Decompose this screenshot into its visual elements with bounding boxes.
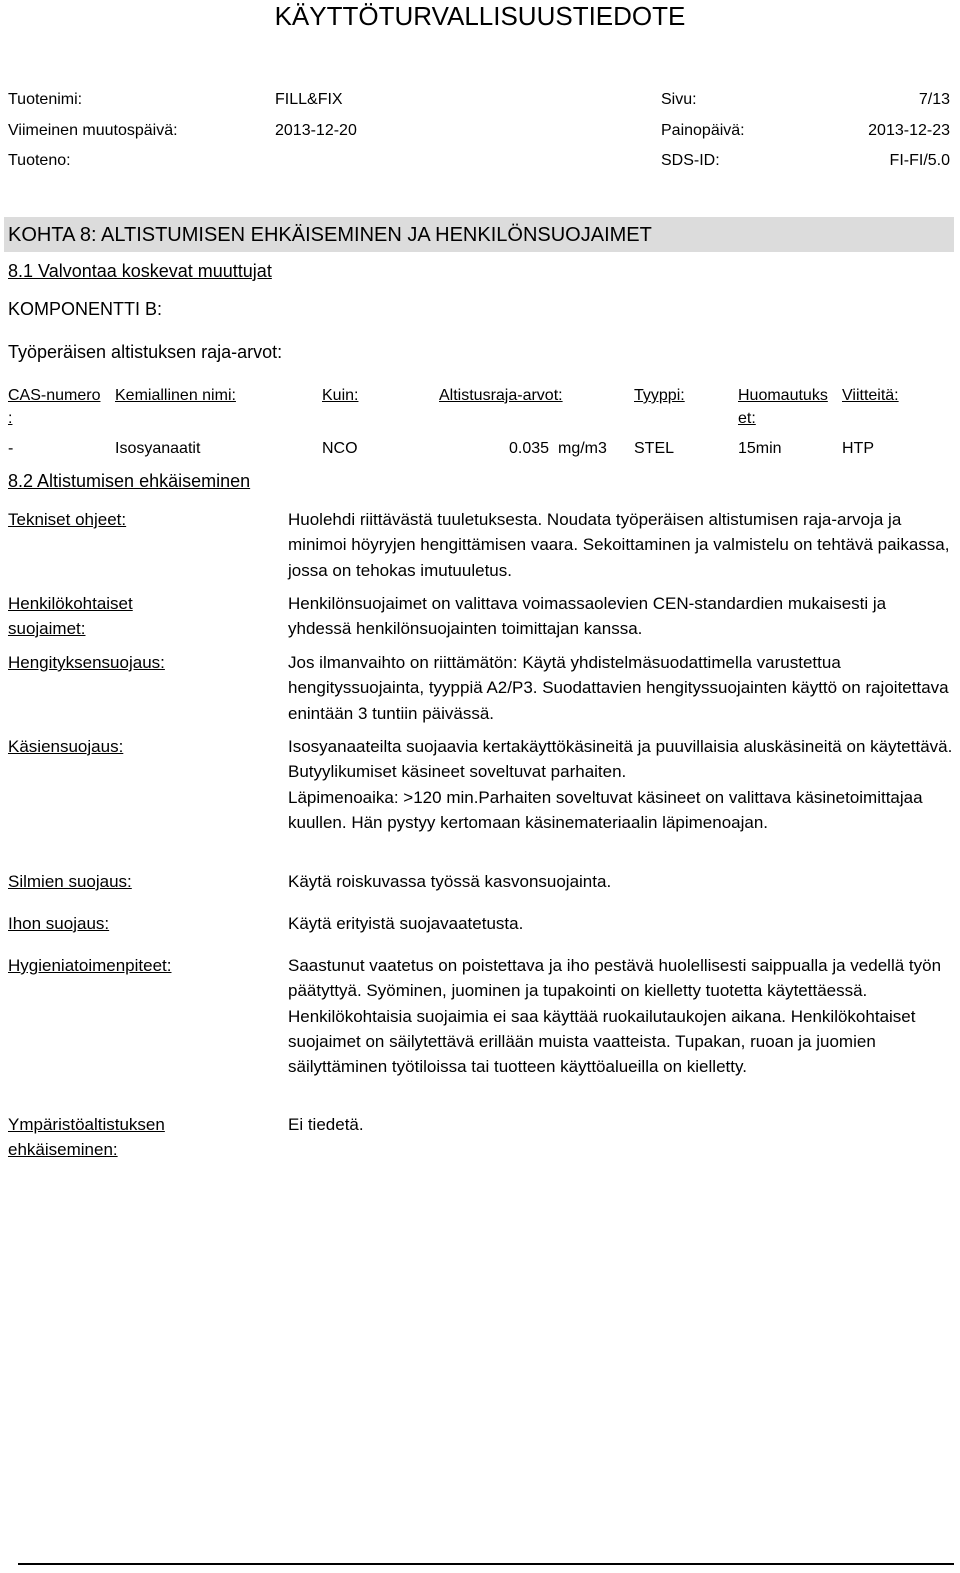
sds-id-label: SDS-ID:	[661, 152, 720, 169]
skin-protection-label: Ihon suojaus:	[8, 914, 110, 933]
sds-id-value: FI-FI/5.0	[889, 152, 950, 169]
revision-date-label: Viimeinen muutospäivä:	[8, 122, 178, 139]
footer-rule	[18, 1563, 954, 1565]
th-remarks-line1: Huomautuks	[738, 387, 828, 404]
print-date-label: Painopäivä:	[661, 122, 745, 139]
subsection-8-2-title: 8.2 Altistumisen ehkäiseminen	[8, 471, 251, 491]
td-chemical-name: Isosyanaatit	[115, 440, 201, 457]
environmental-label-line1: Ympäristöaltistuksen	[8, 1115, 165, 1134]
component-title: KOMPONENTTI B:	[8, 299, 163, 319]
environmental-text: Ei tiedetä.	[288, 1115, 364, 1134]
eye-protection-text: Käytä roiskuvassa työssä kasvonsuojainta.	[288, 872, 612, 891]
th-references: Viitteitä:	[842, 387, 899, 404]
ppe-label-line1: Henkilökohtaiset	[8, 594, 133, 613]
environmental-label-line2: ehkäiseminen:	[8, 1140, 118, 1159]
section-title: KOHTA 8: ALTISTUMISEN EHKÄISEMINEN JA HENKILÖNSUOJAIMET	[8, 224, 652, 246]
subsection-8-1-title: 8.1 Valvontaa koskevat muuttujat	[8, 261, 272, 281]
ppe-label-line2: suojaimet:	[8, 619, 86, 638]
respiratory-protection-text: Jos ilmanvaihto on riittämätön: Käytä yhdistelmäsuodattimella varustettua hengityssuojainta, tyyppiä A2/P3. Suodattavien hengityssuojainten käyttö on rajoitettava enintään 3 tuntiin päivässä.	[288, 653, 949, 723]
td-limit-unit: mg/m3	[558, 440, 607, 457]
page-label: Sivu:	[661, 91, 697, 108]
page-value: 7/13	[918, 91, 950, 108]
ppe-text: Henkilönsuojaimet on valittava voimassaolevien CEN-standardien mukaisesti ja yhdessä henkilönsuojainten toimittajan kanssa.	[288, 594, 887, 639]
hand-protection-text: Isosyanaateilta suojaavia kertakäyttökäsineitä ja puuvillaisia aluskäsineitä on käytettävä. Butyylikumiset käsineet soveltuvat parhaiten.	[288, 737, 953, 782]
exposure-limits-title: Työperäisen altistuksen raja-arvot:	[8, 342, 283, 362]
technical-measures-text: Huolehdi riittävästä tuuletuksesta. Noudata työperäisen altistumisen raja-arvoja ja minimoi höyryjen hengittämisen vaara. Sekoittaminen ja valmistelu on tehtävä paikassa, jossa on tehokas imutuuletus.	[288, 510, 950, 580]
eye-protection-label: Silmien suojaus:	[8, 872, 132, 891]
th-remarks-line2: et:	[738, 410, 756, 427]
skin-protection-text: Käytä erityistä suojavaatetusta.	[288, 914, 524, 933]
revision-date-value: 2013-12-20	[275, 122, 357, 139]
product-no-label: Tuoteno:	[8, 152, 71, 169]
product-name-value: FILL&FIX	[275, 91, 343, 108]
td-remarks: 15min	[738, 440, 782, 457]
th-chemical-name: Kemiallinen nimi:	[115, 387, 236, 404]
hygiene-measures-label: Hygieniatoimenpiteet:	[8, 956, 172, 975]
product-name-label: Tuotenimi:	[8, 91, 83, 108]
th-cas-line2: :	[8, 410, 13, 427]
td-cas: -	[8, 440, 14, 457]
print-date-value: 2013-12-23	[868, 122, 950, 139]
th-exposure-limit: Altistusraja-arvot:	[439, 387, 563, 404]
respiratory-protection-label: Hengityksensuojaus:	[8, 653, 165, 672]
td-limit-value: 0.035	[509, 440, 550, 457]
hand-protection-label: Käsiensuojaus:	[8, 737, 124, 756]
document-title: KÄYTTÖTURVALLISUUSTIEDOTE	[274, 1, 686, 31]
td-type: STEL	[634, 440, 675, 457]
td-form: NCO	[322, 440, 358, 457]
technical-measures-label: Tekniset ohjeet:	[8, 510, 127, 529]
th-type: Tyyppi:	[634, 387, 685, 404]
th-form: Kuin:	[322, 387, 359, 404]
hand-protection-text-2: Läpimenoaika: >120 min.Parhaiten soveltuvat käsineet on valittava käsinetoimittajaa kuullen. Hän pystyy kertomaan käsinemateriaalin läpimenoajan.	[288, 788, 923, 833]
hygiene-measures-text: Saastunut vaatetus on poistettava ja iho pestävä huolellisesti saippualla ja vedellä työn päätyttyä. Syöminen, juominen ja tupakointi on kielletty tuotetta käytettäessä. Henkilökohtaisia suojaimia ei saa käyttää ruokailutaukojen aikana. Henkilökohtaiset suojaimet on säilytettävä erillään muista vaatteista. Tupakan, ruoan ja juomien säilyttäminen työtiloissa tai tuotteen käyttöalueilla on kielletty.	[288, 956, 942, 1077]
td-references: HTP	[842, 440, 874, 457]
th-cas-line1: CAS-numero	[8, 387, 101, 404]
